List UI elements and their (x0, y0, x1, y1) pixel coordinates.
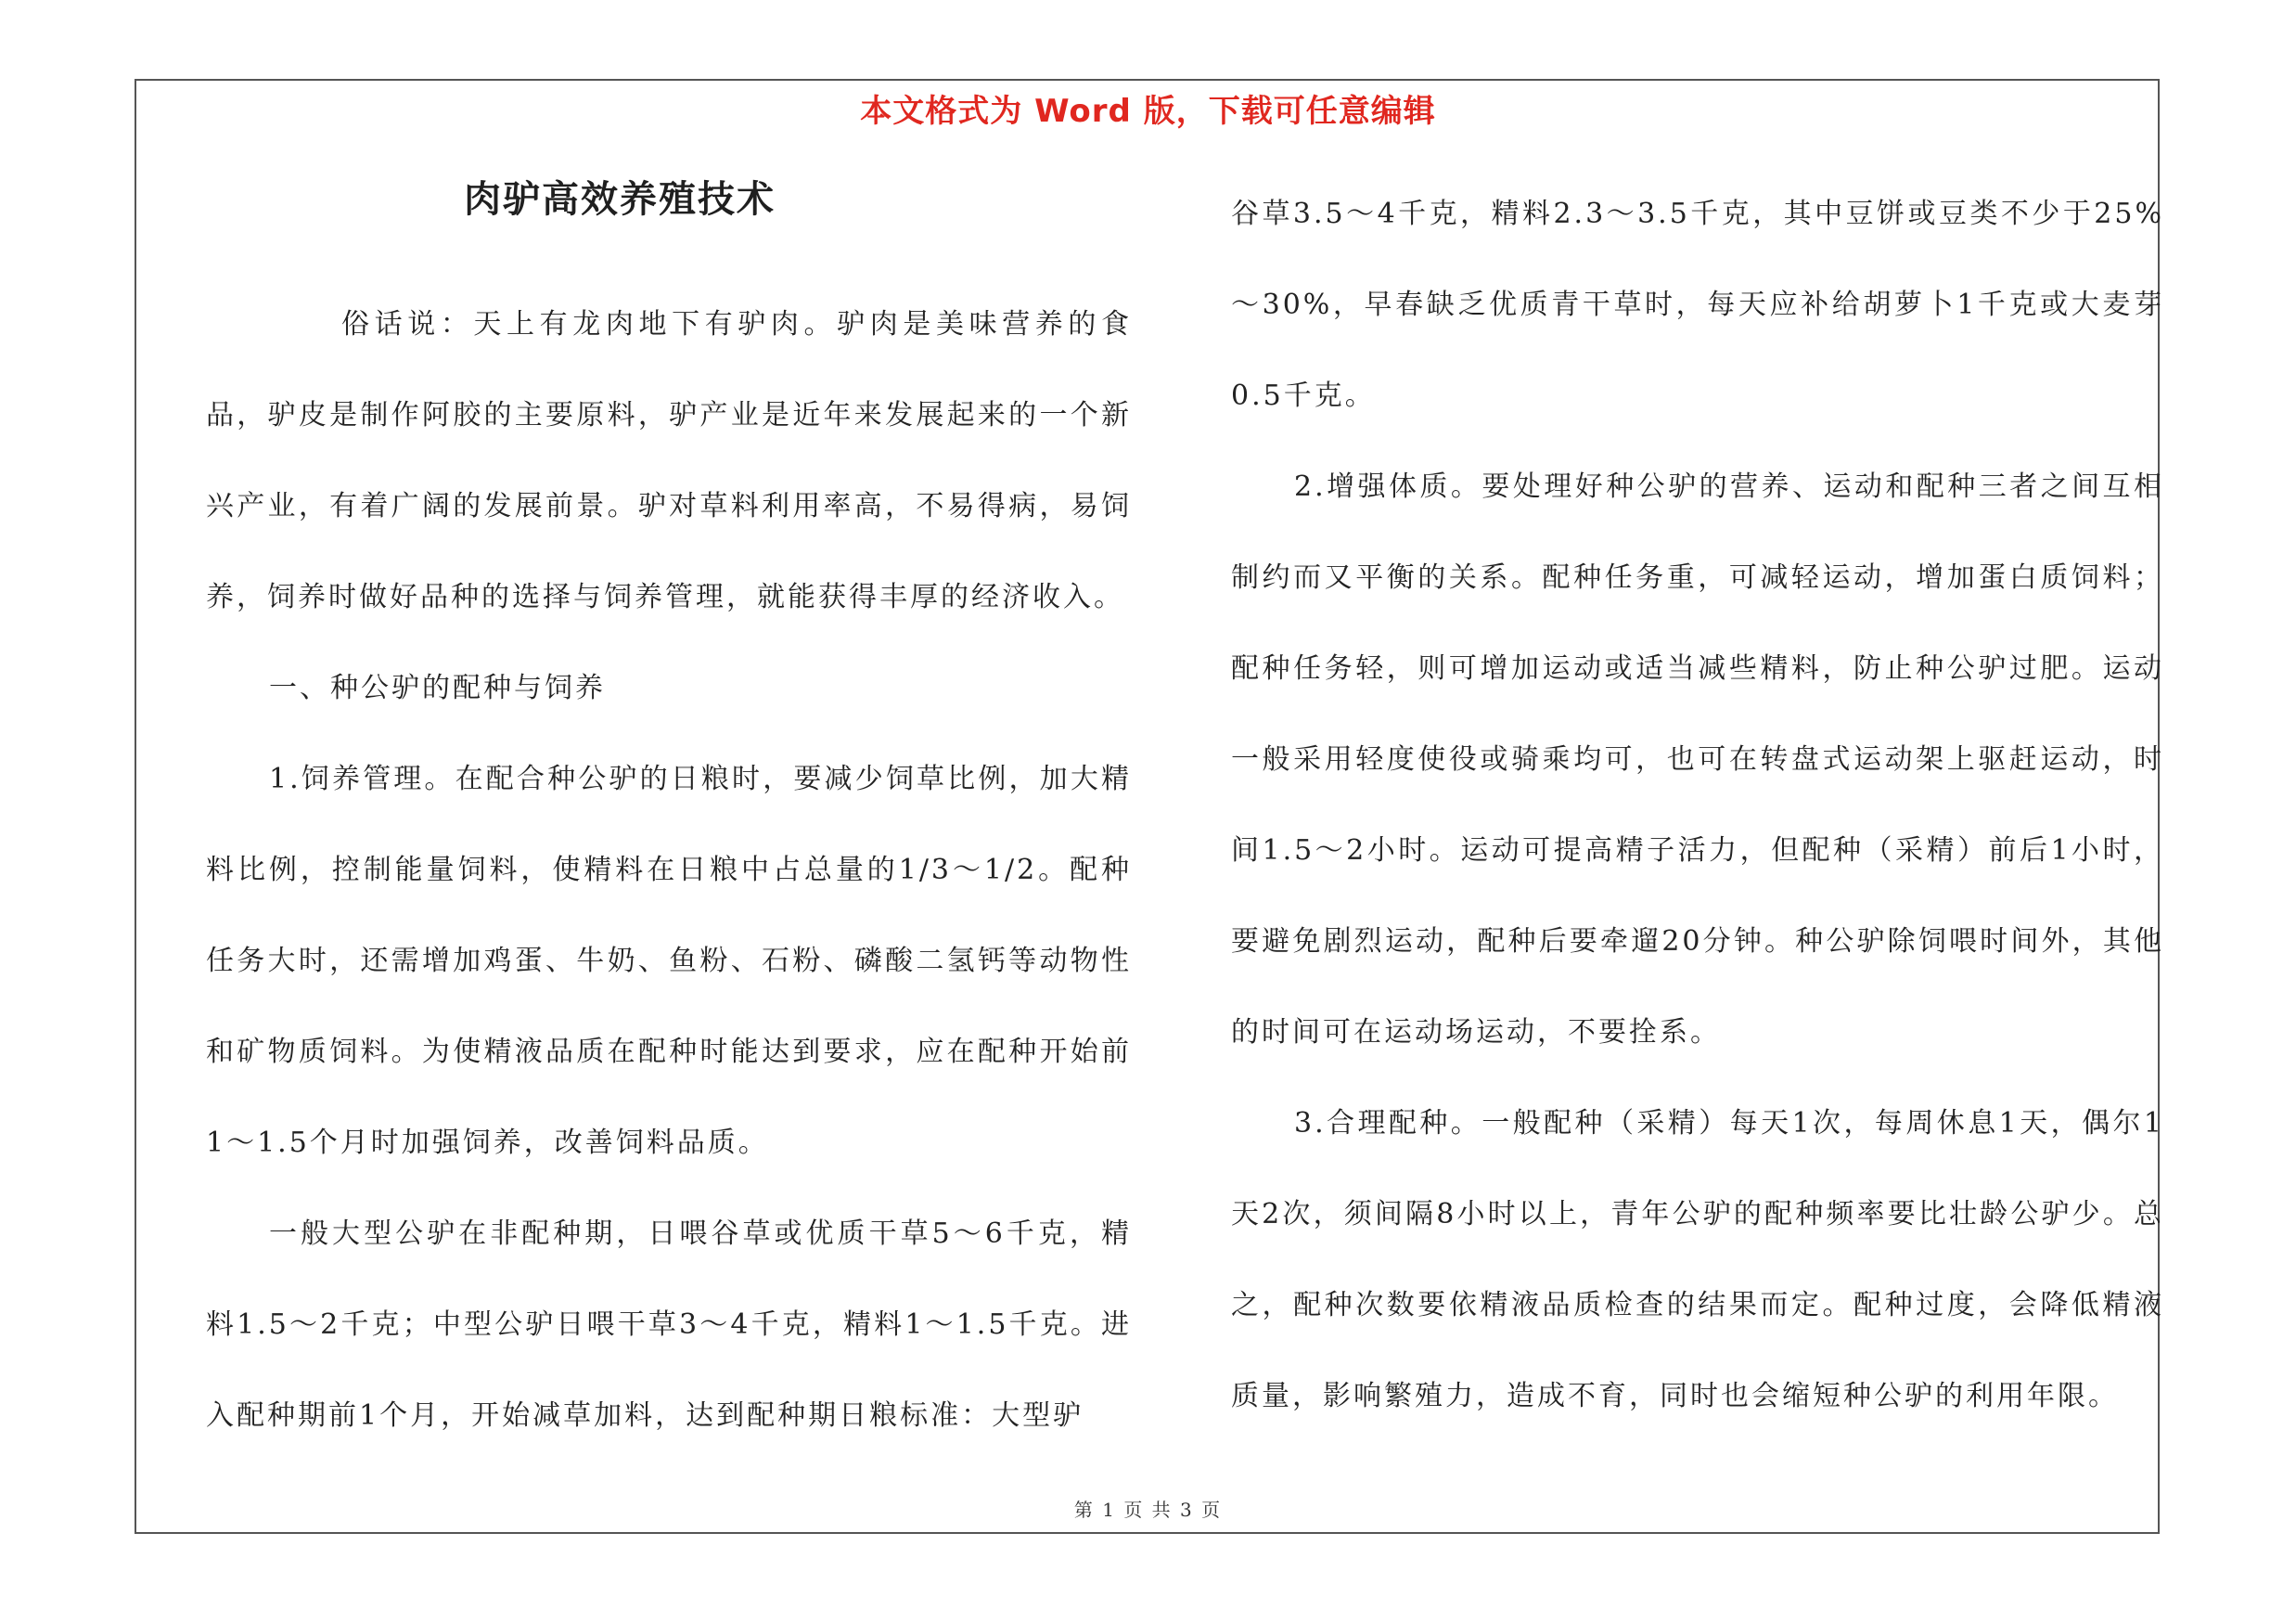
page-number: 第 1 页 共 3 页 (1073, 1499, 1223, 1521)
section-heading: 一、种公驴的配种与饲养 (269, 672, 606, 704)
paragraph-feed-quantities: 一般大型公驴在非配种期，日喂谷草或优质干草5～6千克，精料1.5～2千克；中型公驴日喂干草3～4千克，精料1～1.5千克。进入配种期前1个月，开始减草加料，达到配种期日粮标准：大型驴 (206, 1217, 1132, 1432)
intro-paragraph: 俗话说：天上有龙肉地下有驴肉。驴肉是美味营养的食品，驴皮是制作阿胶的主要原料，驴产业是近年来发展起来的一个新兴产业，有着广阔的发展前景。驴对草料利用率高，不易得病，易饲养，饲养时做好品种的选择与饲养管理，就能获得丰厚的经济收入。 (206, 308, 1132, 613)
paragraph-feeding-management: 1.饲养管理。在配合种公驴的日粮时，要减少饲草比例，加大精料比例，控制能量饲料，使精料在日粮中占总量的1/3～1/2。配种任务大时，还需增加鸡蛋、牛奶、鱼粉、石粉、磷酸二氢钙等动物性和矿物质饲料。为使精液品质在配种时能达到要求，应在配种开始前1～1.5个月时加强饲养，改善饲料品质。 (206, 763, 1132, 1159)
paragraph-strengthen-physique: 2.增强体质。要处理好种公驴的营养、运动和配种三者之间互相制约而又平衡的关系。配种任务重，可减轻运动，增加蛋白质饲料；配种任务轻，则可增加运动或适当减些精料，防止种公驴过肥。运动一般采用轻度使役或骑乘均可，也可在转盘式运动架上驱赶运动，时间1.5～2小时。运动可提高精子活力，但配种（采精）前后1小时，要避免剧烈运动，配种后要牵遛20分钟。种公驴除饲喂时间外，其他的时间可在运动场运动，不要拴系。 (1231, 470, 2164, 1049)
right-column (1231, 169, 2164, 1442)
paragraph-reasonable-breeding: 3.合理配种。一般配种（采精）每天1次，每周休息1天，偶尔1天2次，须间隔8小时以上，青年公驴的配种频率要比壮龄公驴少。总之，配种次数要依精液品质检查的结果而定。配种过度，会降低精液质量，影响繁殖力，造成不育，同时也会缩短种公驴的利用年限。 (1231, 1107, 2164, 1412)
document-title: 肉驴高效养殖技术 (464, 178, 776, 221)
left-column (206, 172, 1132, 1462)
format-notice-banner: 本文格式为 Word 版，下载可任意编辑 (860, 93, 1436, 130)
paragraph-feed-continued: 谷草3.5～4千克，精料2.3～3.5千克，其中豆饼或豆类不少于25%～30%，早春缺乏优质青干草时，每天应补给胡萝卜1千克或大麦芽0.5千克。 (1231, 198, 2164, 412)
